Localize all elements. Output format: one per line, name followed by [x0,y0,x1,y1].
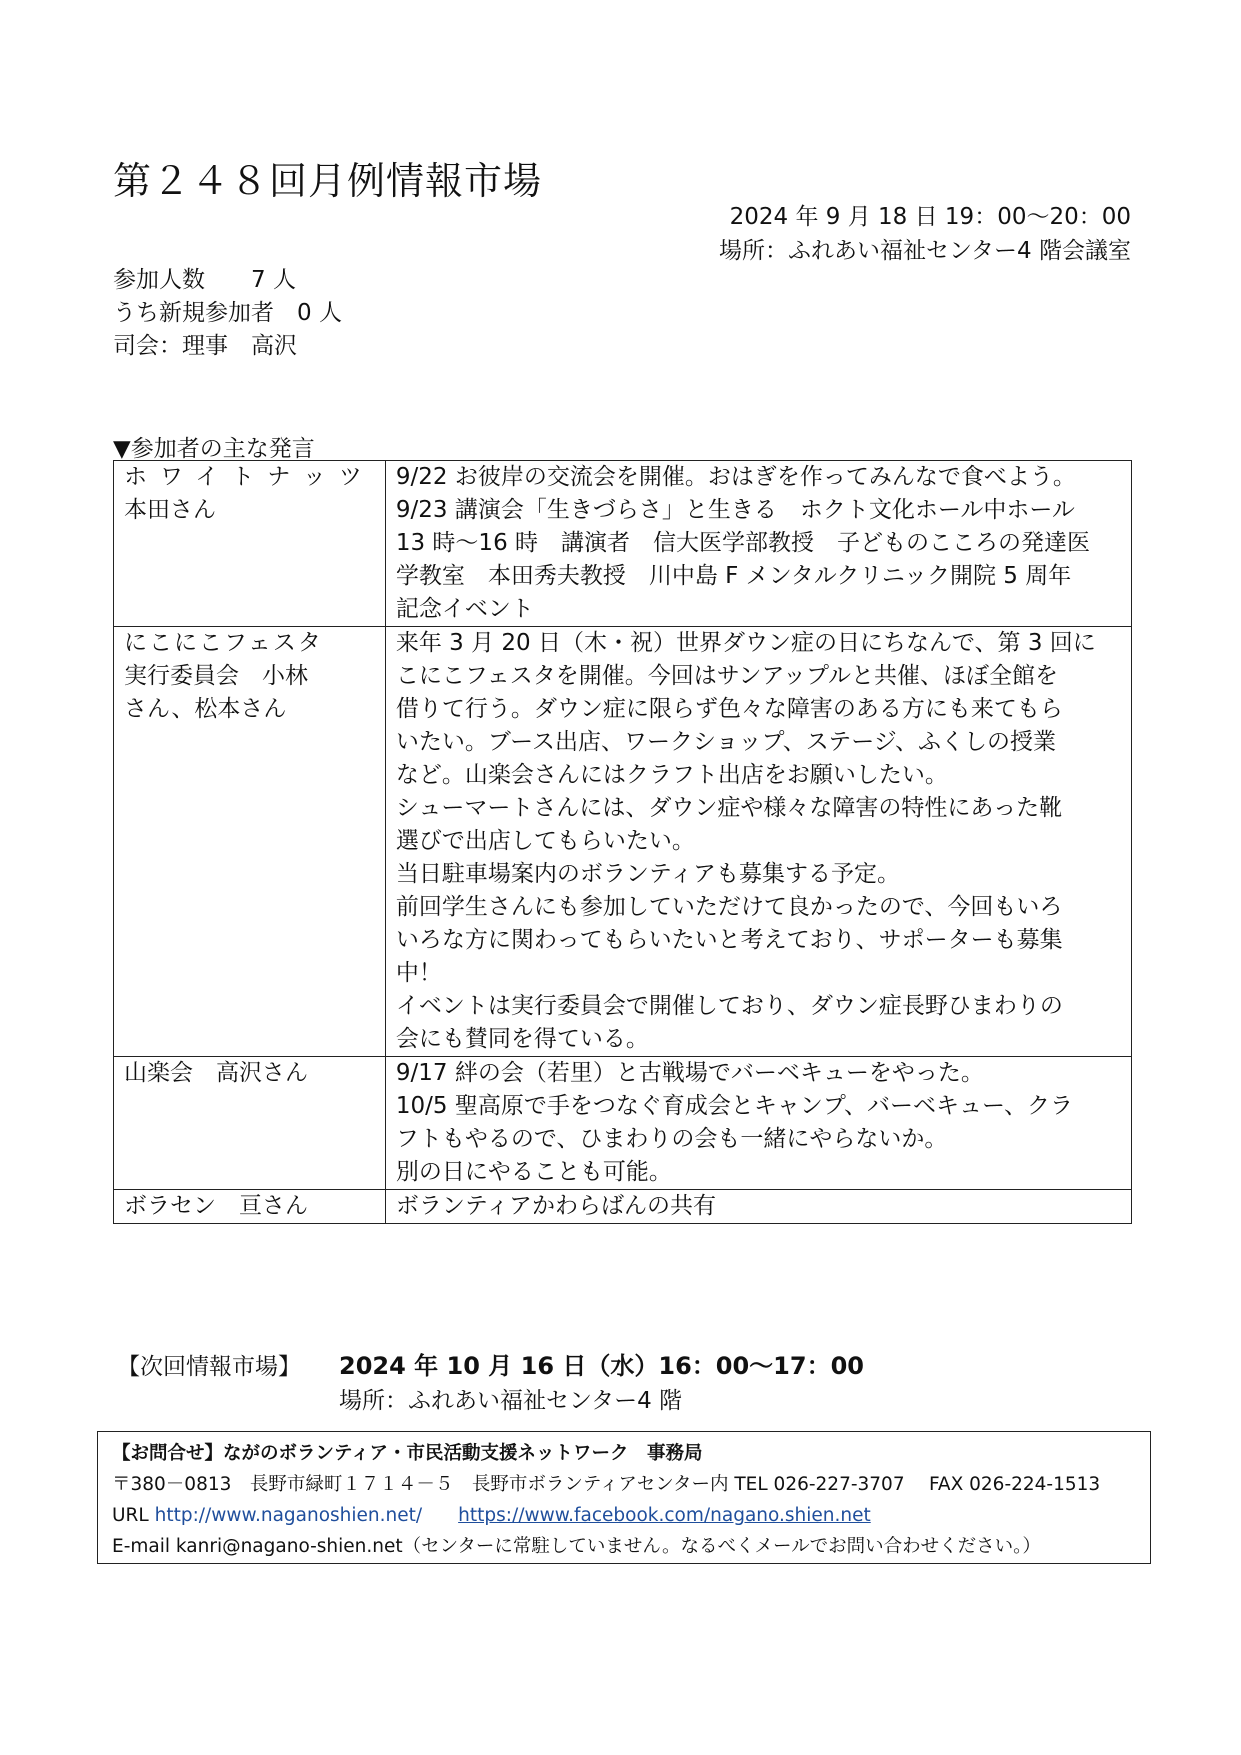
next-meeting [117,1346,864,1381]
contact-box [97,1431,1151,1564]
table-row [114,1057,1132,1190]
remark-line: 別の日にやることも可能。 [395,1159,672,1185]
remarks-table [113,460,1132,1224]
remark-line: 来年 3 月 20 日（木・祝）世界ダウン症の日にちなんで、第 3 回に [395,630,1096,656]
next-meeting-label: 【次回情報市場】 [117,1354,301,1380]
website-link[interactable]: http://www.naganoshien.net/ [154,1505,423,1526]
remark-line: 選びで出店してもらいたい。 [395,828,695,854]
remark-line: 学教室 本田秀夫教授 川中島 F メンタルクリニック開院 5 周年 [395,563,1072,589]
remark-cell [385,461,1131,627]
remark-line: フトもやるので、ひまわりの会も一緒にやらないか。 [395,1126,948,1152]
moderator: 司会：理事 高沢 [113,333,297,359]
meeting-date-time: 2024 年 9 月 18 日 19：00～20：00 [729,204,1131,230]
remark-line: いたい。ブース出店、ワークショップ、ステージ、ふくしの授業 [395,729,1056,755]
remark-line: 当日駐車場案内のボランティアも募集する予定。 [395,861,901,887]
remark-line: イベントは実行委員会で開催しており、ダウン症長野ひまわりの [395,993,1063,1019]
remark-cell [385,627,1131,1057]
table-row [114,627,1132,1057]
speaker-line: さん、松本さん [124,696,287,722]
speaker-cell [114,1057,386,1190]
next-meeting-location: 場所：ふれあい福祉センター4 階 [339,1388,683,1414]
contact-address: 〒380－0813 長野市緑町１７１４－５ 長野市ボランティアセンター内 TEL 026-227-3707 FAX 026-224-1513 [112,1474,1101,1495]
next-meeting-date-time: 2024 年 10 月 16 日（水）16：00～17：00 [339,1352,864,1380]
contact-email [112,1531,1136,1562]
table-row [114,461,1132,627]
remark-line: など。山楽会さんにはクラフト出店をお願いしたい。 [395,762,948,788]
remark-line: 前回学生さんにも参加していただけて良かったので、今回もいろ [395,894,1063,920]
speaker-line: 山楽会 高沢さん [124,1060,308,1086]
remark-line: いろな方に関わってもらいたいと考えており、サポーターも募集 [395,927,1063,953]
remark-line: 13 時～16 時 講演者 信大医学部教授 子どものこころの発達医 [395,530,1091,556]
email-note: （センターに常駐していません。なるべくメールでお問い合わせください。） [402,1536,1041,1557]
speaker-cell [114,627,386,1057]
speaker-cell [114,1190,386,1224]
remark-line: 10/5 聖高原で手をつなぐ育成会とキャンプ、バーベキュー、クラ [395,1093,1074,1119]
participant-count: 参加人数 7 人 [113,267,296,293]
contact-web [112,1500,1136,1531]
speaker-line: 実行委員会 小林 [124,663,308,689]
remark-line: 記念イベント [395,596,534,622]
remark-line: ボランティアかわらばんの共有 [395,1193,717,1219]
remark-line: こにこフェスタを開催。今回はサンアップルと共催、ほぼ全館を [395,663,1059,689]
remark-line: 9/17 絆の会（若里）と古戦場でバーベキューをやった。 [395,1060,984,1086]
remark-line: 中！ [395,960,442,986]
meeting-stats [113,264,342,363]
remark-line: 9/23 講演会「生きづらさ」と生きる ホクト文化ホール中ホール [395,497,1075,523]
remark-cell [385,1057,1131,1190]
remark-line: シューマートさんには、ダウン症や様々な障害の特性にあった靴 [395,795,1063,821]
remark-line: 会にも賛同を得ている。 [395,1026,649,1052]
url-label: URL [112,1505,149,1526]
new-participant-count: うち新規参加者 0 人 [113,300,342,326]
speaker-line: ボラセン 亘さん [124,1193,308,1219]
page-title: 第２４８回月例情報市場 [113,159,543,203]
speaker-line: にこにこフェスタ [124,630,323,656]
speaker-line: ホワイトナッツ [124,464,375,490]
remark-cell [385,1190,1131,1224]
speaker-cell [114,461,386,627]
email-address: E-mail kanri@nagano-shien.net [112,1536,403,1557]
contact-heading: 【お問合せ】ながのボランティア・市民活動支援ネットワーク 事務局 [112,1443,703,1464]
section-heading: ▼参加者の主な発言 [113,436,315,462]
remark-line: 借りて行う。ダウン症に限らず色々な障害のある方にも来てもら [395,696,1063,722]
meeting-location: 場所：ふれあい福祉センター4 階会議室 [718,238,1131,264]
facebook-link[interactable]: https://www.facebook.com/nagano.shien.net [458,1505,871,1526]
speaker-line: 本田さん [124,497,216,523]
table-row [114,1190,1132,1224]
remark-line: 9/22 お彼岸の交流会を開催。おはぎを作ってみんなで食べよう。 [395,464,1076,490]
